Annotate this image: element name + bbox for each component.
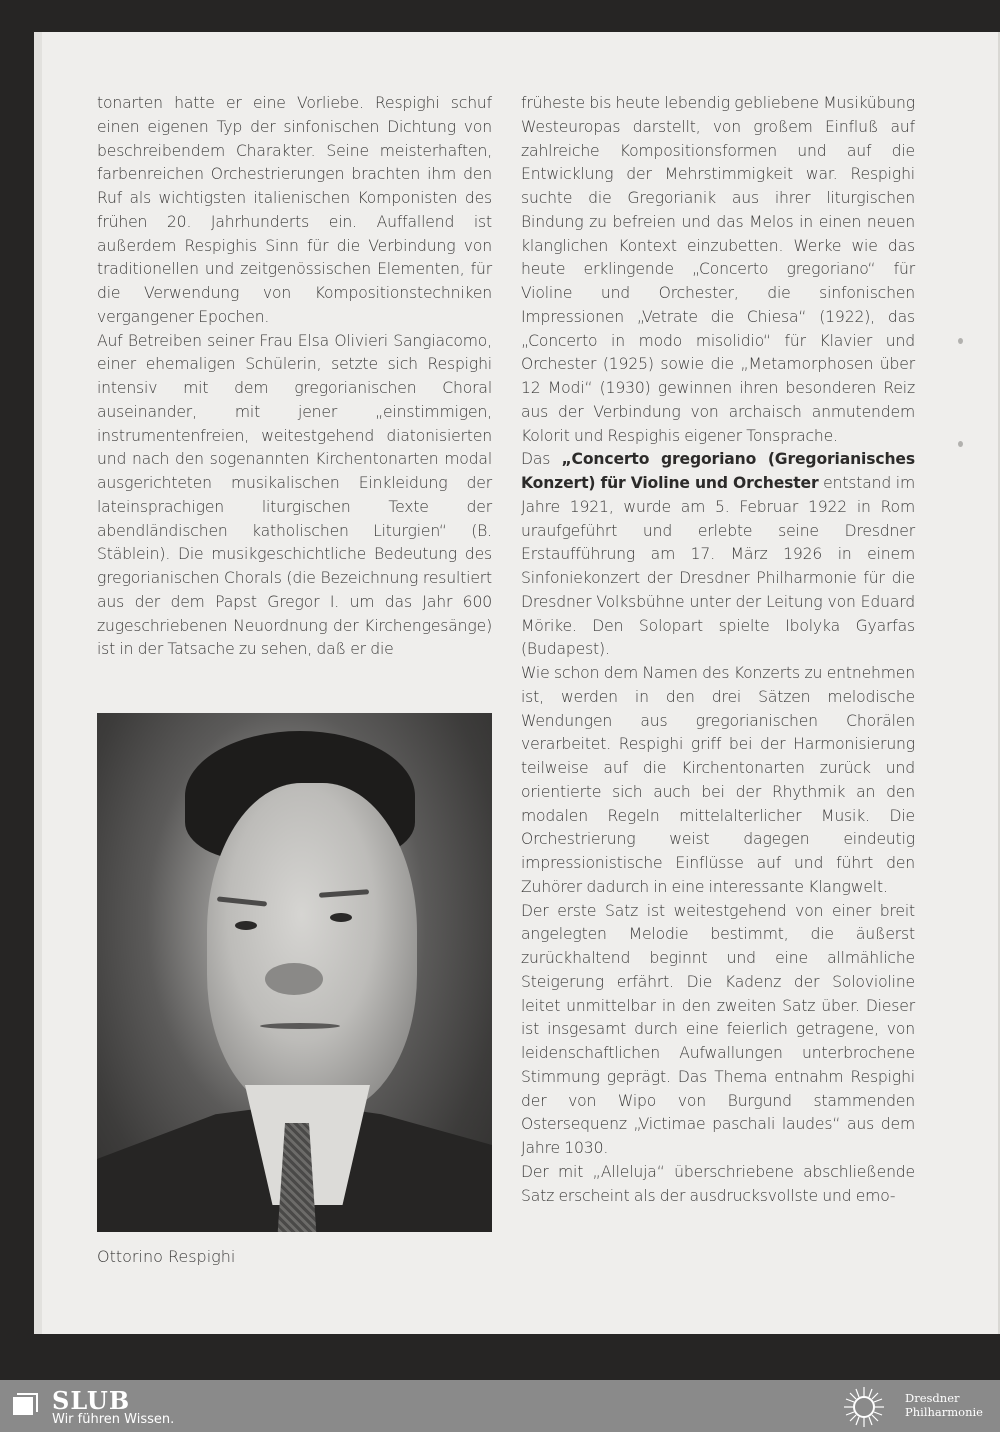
photo-eye xyxy=(330,913,352,922)
right-text-column xyxy=(521,92,915,1208)
paragraph: Wie schon dem Namen des Konzerts zu entnehmen ist, werden in den drei Sätzen melodische Wendungen aus gregorianischen Chorälen verarbeitet. Respighi griff bei der Harmonisierung teilweise auf die Kirchentonarten zurück und orientierte sich auch bei der Rhythmik an den modalen Regeln mittelalterlicher Musik. Die Orchestrierung weist dagegen eindeutig impressionistische Einflüsse auf und führt den Zuhörer dadurch in eine interessante Klangwelt. xyxy=(521,664,915,896)
paragraph xyxy=(521,448,915,662)
slub-tagline: Wir führen Wissen. xyxy=(52,1412,175,1427)
text-run: Das xyxy=(521,450,562,469)
brand-line: Dresdner xyxy=(905,1391,960,1405)
page-edge xyxy=(34,32,42,1334)
photo-nose xyxy=(265,963,323,995)
portrait-photo xyxy=(97,713,492,1232)
brand-line: Philharmonie xyxy=(905,1405,983,1419)
photo-mouth xyxy=(260,1023,340,1029)
paragraph: früheste bis heute lebendig gebliebene Musikübung Westeuropas darstellt, von großem Einfluß auf zahlreiche Kompositionsformen und auf die Entwicklung der Mehrstimmigkeit war. Respighi suchte die Gregorianik aus ihrer liturgischen Bindung zu befreien und das Melos in einen neuen klanglichen Kontext einzubetten. Werke wie das heute erklingende „Concerto gregoriano“ für Violine und Orchester, die sinfonischen Impressionen „Vetrate die Chiesa“ (1922), das „Concerto in modo misolidio“ für Klavier und Orchester (1925) sowie die „Metamorphosen über 12 Modi“ (1930) gewinnen ihren besonderen Reiz aus der Verbindung von archaisch anmutendem Kolorit und Respighis eigener Tonsprache. xyxy=(521,94,915,445)
photo-face xyxy=(207,783,417,1113)
paragraph: tonarten hatte er eine Vorliebe. Respighi schuf einen eigenen Typ der sinfonischen Dichtung von beschreibendem Charakter. Seine meisterhaften, farbenreichen Orchestrierungen brachten ihm den Ruf als wichtigsten italienischen Komponisten des frühen 20. Jahrhunderts ein. Auffallend ist außerdem Respighis Sinn für die Verbindung von traditionellen und zeitgenössischen Elementen, für die Verwendung von Kompositionstechniken vergangener Epochen. xyxy=(97,94,492,326)
left-text-column xyxy=(97,92,492,662)
paragraph: Der erste Satz ist weitestgehend von einer breit angelegten Melodie bestimmt, die äußerst zurückhaltend beginnt und eine allmähliche Steigerung erfährt. Die Kadenz der Solovioline leitet unmittelbar in den zweiten Satz über. Dieser ist insgesamt durch eine feierlich getragene, von leidenschaftlichen Aufwallungen unterbrochene Stimmung geprägt. Das Thema entnahm Respighi der von Wipo von Burgund stammenden Ostersequenz „Victimae paschali laudes“ aus dem Jahre 1030. xyxy=(521,901,915,1157)
slub-logo-icon xyxy=(13,1393,41,1415)
footer-bar xyxy=(0,1380,1000,1432)
paragraph: Auf Betreiben seiner Frau Elsa Olivieri Sangiacomo, einer ehemaligen Schülerin, setzte sich Respighi intensiv mit dem gregorianischen Choral auseinander, mit jener „einstimmigen, instrumentenfreien, weitestgehend diatonisierten und nach den sogenannten Kirchentonarten modal ausgerichteten musikalischen Einkleidung der lateinsprachigen liturgischen Texte der abendländischen katholischen Liturgien“ (B. Stäblein). Die musikgeschichtliche Bedeutung des gregorianischen Chorals (die Bezeichnung resultiert aus der dem Papst Gregor I. um das Jahr 600 zugeschriebenen Neuordnung der Kirchengesänge) ist in der Tatsache zu sehen, daß er die xyxy=(97,331,492,659)
dresdner-philharmonie-brand[interactable] xyxy=(905,1391,983,1419)
text-run: entstand im Jahre 1921, wurde am 5. Februar 1922 in Rom uraufgeführt und erlebte seine Dresdner Erstaufführung am 17. März 1926 in einem Sinfoniekonzert der Dresdner Philharmonie für die Dresdner Volksbühne unter der Leitung von Eduard Mörike. Den Solopart spielte Ibolyka Gyarfas (Budapest). xyxy=(521,474,915,659)
photo-eye xyxy=(235,921,257,930)
binding-hole-mark xyxy=(958,338,963,344)
paragraph: Der mit „Alleluja“ überschriebene abschließende Satz erscheint als der ausdrucksvollste und emo- xyxy=(521,1162,915,1205)
work-title: „Concerto gregoriano (Gregorianisches Konzert) für Violine und Orchester xyxy=(521,450,915,492)
photo-caption: Ottorino Respighi xyxy=(97,1247,236,1266)
slub-brand[interactable]: SLUB xyxy=(52,1386,131,1415)
binding-hole-mark xyxy=(958,441,963,447)
dresdner-philharmonie-logo-icon xyxy=(842,1385,886,1429)
